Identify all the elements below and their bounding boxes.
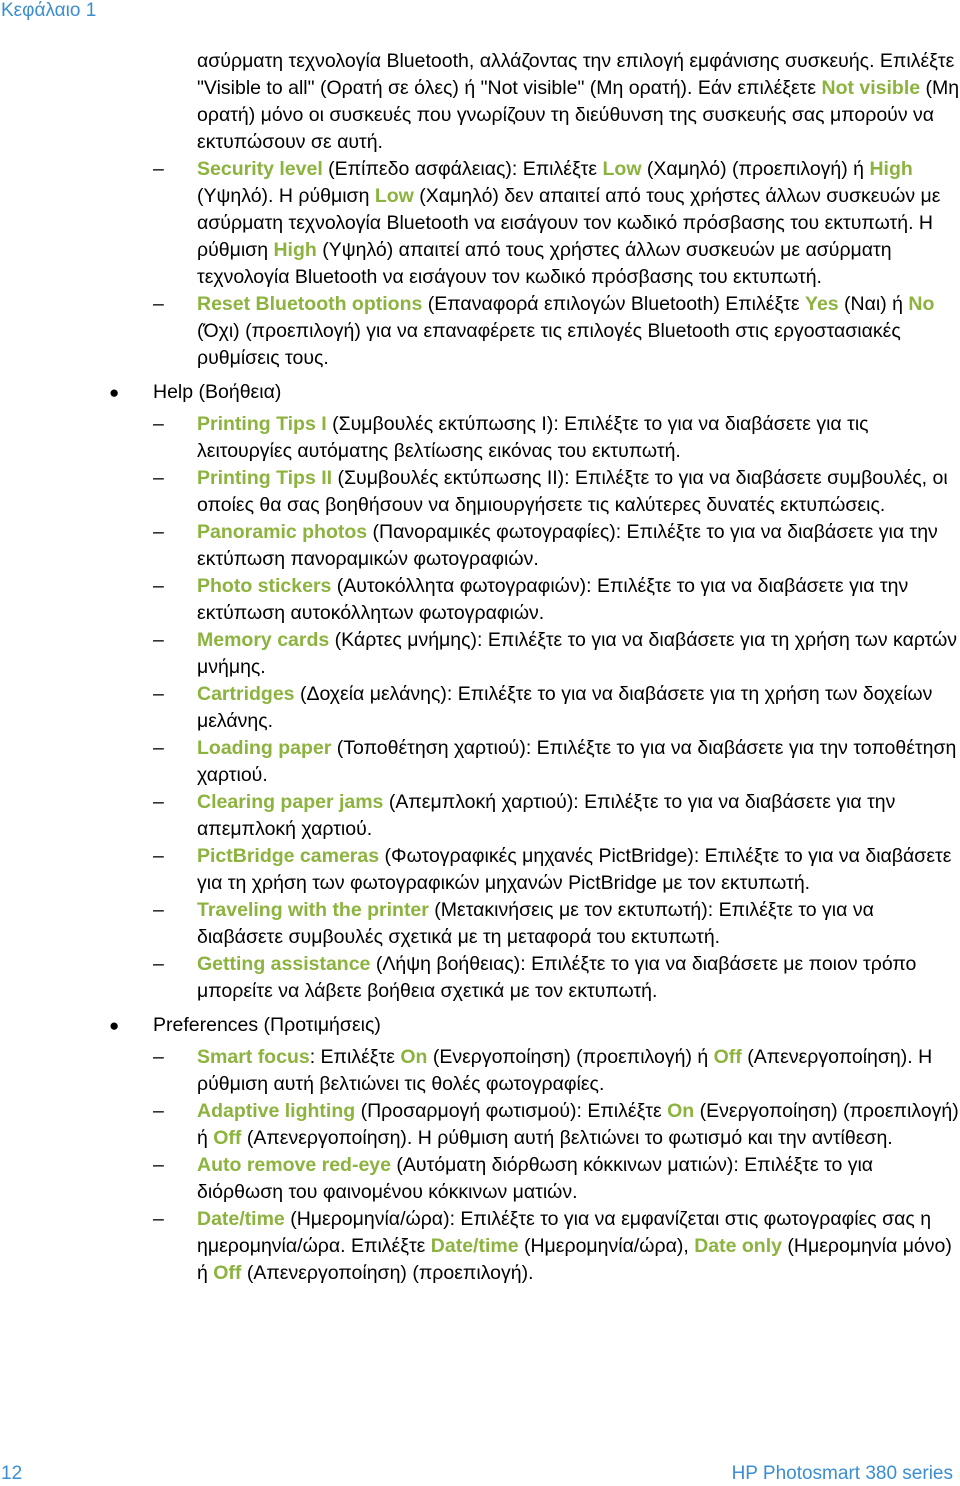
high-term-2: High	[273, 239, 317, 261]
page-number: 12	[1, 1463, 23, 1484]
help-item-term: Traveling with the printer	[197, 899, 429, 921]
bullet-icon: ●	[109, 383, 120, 402]
reset-bluetooth-term: Reset Bluetooth options	[197, 293, 423, 315]
off-term: Off	[713, 1046, 742, 1068]
help-item: – Printing Tips I (Συμβουλές εκτύπωσης I): Επιλέξτε το για να διαβάσετε για τις λειτουργίες αυτόματης βελτίωσης εικόνας του εκτυπωτή.	[153, 413, 869, 462]
off-term: Off	[213, 1127, 242, 1149]
preferences-title: Preferences (Προτιμήσεις)	[153, 1014, 381, 1036]
continuation-paragraph: ασύρματη τεχνολογία Bluetooth, αλλάζοντας την επιλογή εμφάνισης συσκευής. Επιλέξτε "Visible to all" (Ορατή σε όλες) ή "Not visible" (Μη ορατή). Εάν επιλέξετε Not visible (Μη ορατή) μόνο οι συσκευές που γνωρίζουν τη διεύθυνση της συσκευής σας μπορούν να εκτυπώσουν σε αυτή.	[197, 50, 960, 153]
help-item: – Clearing paper jams (Απεμπλοκή χαρτιού): Επιλέξτε το για να διαβάσετε για την απεμπλοκή χαρτιού.	[153, 791, 896, 840]
reset-bluetooth-item: – Reset Bluetooth options (Επαναφορά επιλογών Bluetooth) Επιλέξτε Yes (Ναι) ή No (Όχι) (προεπιλογή) για να επαναφέρετε τις επιλογές Bluetooth στις εργοστασιακές ρυθμίσεις τους.	[153, 293, 935, 369]
adaptive-lighting-item: – Adaptive lighting (Προσαρμογή φωτισμού): Επιλέξτε On (Ενεργοποίηση) (προεπιλογή) ή Off (Απενεργοποίηση). Η ρύθμιση αυτή βελτιώνει το φωτισμό και την αντίθεση.	[153, 1100, 959, 1149]
help-title: Help (Βοήθεια)	[153, 381, 282, 403]
preferences-bullet	[0, 1012, 960, 1039]
security-level-term: Security level	[197, 158, 323, 180]
chapter-header: Κεφάλαιο 1	[1, 0, 97, 21]
help-item: – Loading paper (Τοποθέτηση χαρτιού): Επιλέξτε το για να διαβάσετε για την τοποθέτηση χαρτιού.	[153, 737, 957, 786]
bullet-icon: ●	[109, 1016, 120, 1035]
on-term: On	[667, 1100, 695, 1122]
product-name: HP Photosmart 380 series	[731, 1463, 953, 1484]
help-item-term: Clearing paper jams	[197, 791, 384, 813]
help-item-term: PictBridge cameras	[197, 845, 380, 867]
help-item: – Printing Tips II (Συμβουλές εκτύπωσης II): Επιλέξτε το για να διαβάσετε συμβουλές, οι οποίες θα σας βοηθήσουν να δημιουργήσετε τις καλύτερες δυνατές εκτυπώσεις.	[153, 467, 948, 516]
date-time-option: Date/time	[430, 1235, 519, 1257]
date-time-item: – Date/time (Ημερομηνία/ώρα): Επιλέξτε το για να εμφανίζεται στις φωτογραφίες σας η ημερομηνία/ώρα. Επιλέξτε Date/time (Ημερομηνία/ώρα), Date only (Ημερομηνία μόνο) ή Off (Απενεργοποίηση) (προεπιλογή).	[153, 1208, 952, 1284]
help-item-term: Printing Tips II	[197, 467, 333, 489]
help-item-term: Getting assistance	[197, 953, 371, 975]
help-item-term: Panoramic photos	[197, 521, 368, 543]
smart-focus-item: – Smart focus: Επιλέξτε On (Ενεργοποίηση) (προεπιλογή) ή Off (Απενεργοποίηση). Η ρύθμιση αυτή βελτιώνει τις θολές φωτογραφίες.	[153, 1046, 933, 1095]
no-term: No	[908, 293, 935, 315]
help-item: – Memory cards (Κάρτες μνήμης): Επιλέξτε το για να διαβάσετε για τη χρήση των καρτών μνήμης.	[153, 629, 958, 678]
help-item: – PictBridge cameras (Φωτογραφικές μηχανές PictBridge): Επιλέξτε το για να διαβάσετε για τη χρήση των φωτογραφικών μηχανών PictBridge με τον εκτυπωτή.	[153, 845, 952, 894]
help-item-term: Printing Tips I	[197, 413, 327, 435]
high-term: High	[869, 158, 913, 180]
smart-focus-term: Smart focus	[197, 1046, 310, 1068]
help-item-term: Memory cards	[197, 629, 330, 651]
help-item: – Getting assistance (Λήψη βοήθειας): Επιλέξτε το για να διαβάσετε με ποιον τρόπο μπορείτε να λάβετε βοήθεια σχετικά με τον εκτυπωτή.	[153, 953, 917, 1002]
help-item: – Photo stickers (Αυτοκόλλητα φωτογραφιών): Επιλέξτε το για να διαβάσετε για την εκτύπωση αυτοκόλλητων φωτογραφιών.	[153, 575, 909, 624]
help-item-term: Photo stickers	[197, 575, 332, 597]
date-time-term: Date/time	[197, 1208, 285, 1230]
not-visible-term: Not visible	[821, 77, 921, 99]
off-option: Off	[213, 1262, 242, 1284]
page-content	[0, 48, 960, 1287]
dash-marker: –	[153, 158, 164, 180]
help-item: – Cartridges (Δοχεία μελάνης): Επιλέξτε το για να διαβάσετε για τη χρήση των δοχείων μελάνης.	[153, 683, 933, 732]
low-term-2: Low	[374, 185, 414, 207]
on-term: On	[400, 1046, 428, 1068]
date-only-option: Date only	[694, 1235, 782, 1257]
help-item: – Panoramic photos (Πανοραμικές φωτογραφίες): Επιλέξτε το για να διαβάσετε για την εκτύπωση πανοραμικών φωτογραφιών.	[153, 521, 938, 570]
security-level-item: – Security level (Επίπεδο ασφάλειας): Επιλέξτε Low (Χαμηλό) (προεπιλογή) ή High (Υψηλό). Η ρύθμιση Low (Χαμηλό) δεν απαιτεί από τους χρήστες άλλων συσκευών με ασύρματη τεχνολογία Bluetooth να εισάγουν τον κωδικό πρόσβασης του εκτυπωτή. Η ρύθμιση High (Υψηλό) απαιτεί από τους χρήστες άλλων συσκευών με ασύρματη τεχνολογία Bluetooth να εισάγουν τον κωδικό πρόσβασης του εκτυπωτή.	[153, 158, 941, 288]
red-eye-term: Auto remove red-eye	[197, 1154, 391, 1176]
red-eye-item: – Auto remove red-eye (Αυτόματη διόρθωση κόκκινων ματιών): Επιλέξτε το για διόρθωση του φαινομένου κόκκινων ματιών.	[153, 1154, 874, 1203]
low-term: Low	[602, 158, 642, 180]
help-item: – Traveling with the printer (Μετακινήσεις με τον εκτυπωτή): Επιλέξτε το για να διαβάσετε συμβουλές σχετικά με τη μεταφορά του εκτυπωτή.	[153, 899, 874, 948]
dash-marker: –	[153, 293, 164, 315]
yes-term: Yes	[805, 293, 839, 315]
help-bullet	[0, 379, 960, 406]
help-item-term: Loading paper	[197, 737, 332, 759]
adaptive-lighting-term: Adaptive lighting	[197, 1100, 356, 1122]
help-item-term: Cartridges	[197, 683, 295, 705]
